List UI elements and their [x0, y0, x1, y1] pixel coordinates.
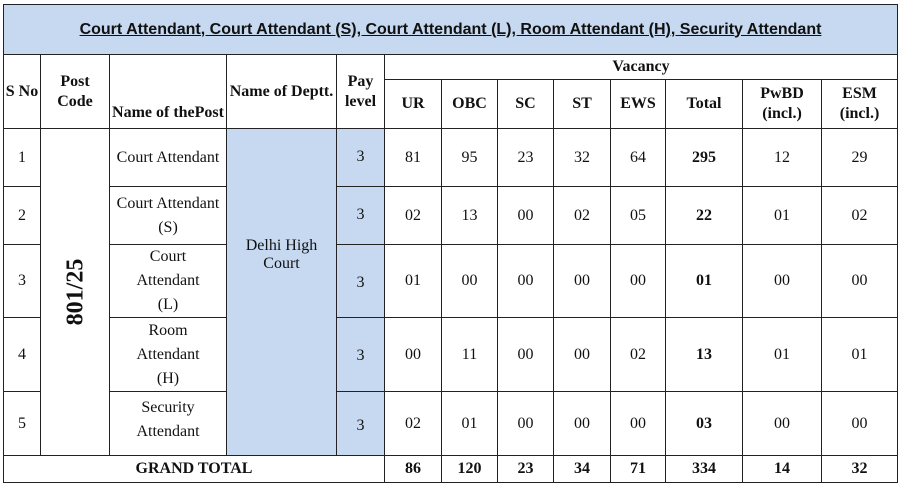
- row-total: 13: [666, 318, 743, 392]
- row-sc: 00: [498, 392, 554, 456]
- table-title: Court Attendant, Court Attendant (S), Court Attendant (L), Room Attendant (H), Security Attendant: [4, 5, 898, 55]
- row-post-name: Security Attendant: [110, 392, 227, 456]
- row-esm: 29: [822, 129, 898, 187]
- header-total: Total: [666, 80, 743, 129]
- row-post-name: Court Attendant (S): [110, 187, 227, 245]
- header-name-of-deptt: Name of Deptt.: [227, 55, 337, 129]
- row-esm: 02: [822, 187, 898, 245]
- header-obc: OBC: [442, 80, 498, 129]
- row-ur: 81: [385, 129, 442, 187]
- row-sc: 00: [498, 318, 554, 392]
- row-esm: 00: [822, 392, 898, 456]
- post-code-cell: [41, 129, 110, 456]
- row-sc: 23: [498, 129, 554, 187]
- header-ur: UR: [385, 80, 442, 129]
- row-esm: 00: [822, 245, 898, 318]
- row-pay-level: 3: [337, 392, 385, 456]
- row-pwbd: 01: [743, 318, 822, 392]
- header-esm: ESM (incl.): [822, 80, 898, 129]
- table-row: [4, 392, 898, 456]
- row-pay-level: 3: [337, 318, 385, 392]
- row-pay-level: 3: [337, 129, 385, 187]
- row-ur: 02: [385, 392, 442, 456]
- row-total: 03: [666, 392, 743, 456]
- row-pwbd: 00: [743, 392, 822, 456]
- table-row: [4, 129, 898, 187]
- table-row: [4, 318, 898, 392]
- row-pay-level: 3: [337, 245, 385, 318]
- row-obc: 01: [442, 392, 498, 456]
- row-ur: 02: [385, 187, 442, 245]
- row-ews: 05: [611, 187, 666, 245]
- row-st: 02: [554, 187, 611, 245]
- row-esm: 01: [822, 318, 898, 392]
- grand-total-ews: 71: [611, 456, 666, 483]
- row-sno: 5: [4, 392, 41, 456]
- grand-total-label: GRAND TOTAL: [4, 456, 385, 483]
- department-cell: Delhi High Court: [227, 129, 337, 456]
- header-st: ST: [554, 80, 611, 129]
- row-sno: 2: [4, 187, 41, 245]
- grand-total-esm: 32: [822, 456, 898, 483]
- row-sno: 3: [4, 245, 41, 318]
- post-code: 801/25: [61, 258, 88, 326]
- row-sc: 00: [498, 187, 554, 245]
- vacancy-table-container: [3, 4, 897, 483]
- header-sc: SC: [498, 80, 554, 129]
- row-obc: 11: [442, 318, 498, 392]
- row-post-name: Room Attendant (H): [110, 318, 227, 392]
- grand-total-obc: 120: [442, 456, 498, 483]
- row-pwbd: 01: [743, 187, 822, 245]
- row-obc: 95: [442, 129, 498, 187]
- row-ur: 00: [385, 318, 442, 392]
- row-total: 295: [666, 129, 743, 187]
- row-obc: 00: [442, 245, 498, 318]
- row-ews: 00: [611, 392, 666, 456]
- header-row-1: [4, 55, 898, 80]
- header-pwbd: PwBD (incl.): [743, 80, 822, 129]
- row-ews: 00: [611, 245, 666, 318]
- header-ews: EWS: [611, 80, 666, 129]
- grand-total-sc: 23: [498, 456, 554, 483]
- row-pwbd: 12: [743, 129, 822, 187]
- row-st: 00: [554, 392, 611, 456]
- row-sc: 00: [498, 245, 554, 318]
- row-st: 32: [554, 129, 611, 187]
- header-post-code: Post Code: [41, 55, 110, 129]
- grand-total-row: [4, 456, 898, 483]
- row-pay-level: 3: [337, 187, 385, 245]
- row-ur: 01: [385, 245, 442, 318]
- row-ews: 02: [611, 318, 666, 392]
- vacancy-table: [3, 4, 898, 483]
- row-sno: 1: [4, 129, 41, 187]
- title-row: [4, 5, 898, 55]
- grand-total-pwbd: 14: [743, 456, 822, 483]
- row-sno: 4: [4, 318, 41, 392]
- row-st: 00: [554, 318, 611, 392]
- row-post-name: Court Attendant: [110, 129, 227, 187]
- header-name-of-post: Name of thePost: [110, 55, 227, 129]
- header-vacancy: Vacancy: [385, 55, 898, 80]
- row-total: 22: [666, 187, 743, 245]
- row-pwbd: 00: [743, 245, 822, 318]
- row-total: 01: [666, 245, 743, 318]
- row-obc: 13: [442, 187, 498, 245]
- row-ews: 64: [611, 129, 666, 187]
- table-row: [4, 187, 898, 245]
- grand-total-st: 34: [554, 456, 611, 483]
- header-pay-level: Pay level: [337, 55, 385, 129]
- header-sno: S No: [4, 55, 41, 129]
- row-post-name: Court Attendant (L): [110, 245, 227, 318]
- grand-total-ur: 86: [385, 456, 442, 483]
- row-st: 00: [554, 245, 611, 318]
- grand-total-total: 334: [666, 456, 743, 483]
- table-row: [4, 245, 898, 318]
